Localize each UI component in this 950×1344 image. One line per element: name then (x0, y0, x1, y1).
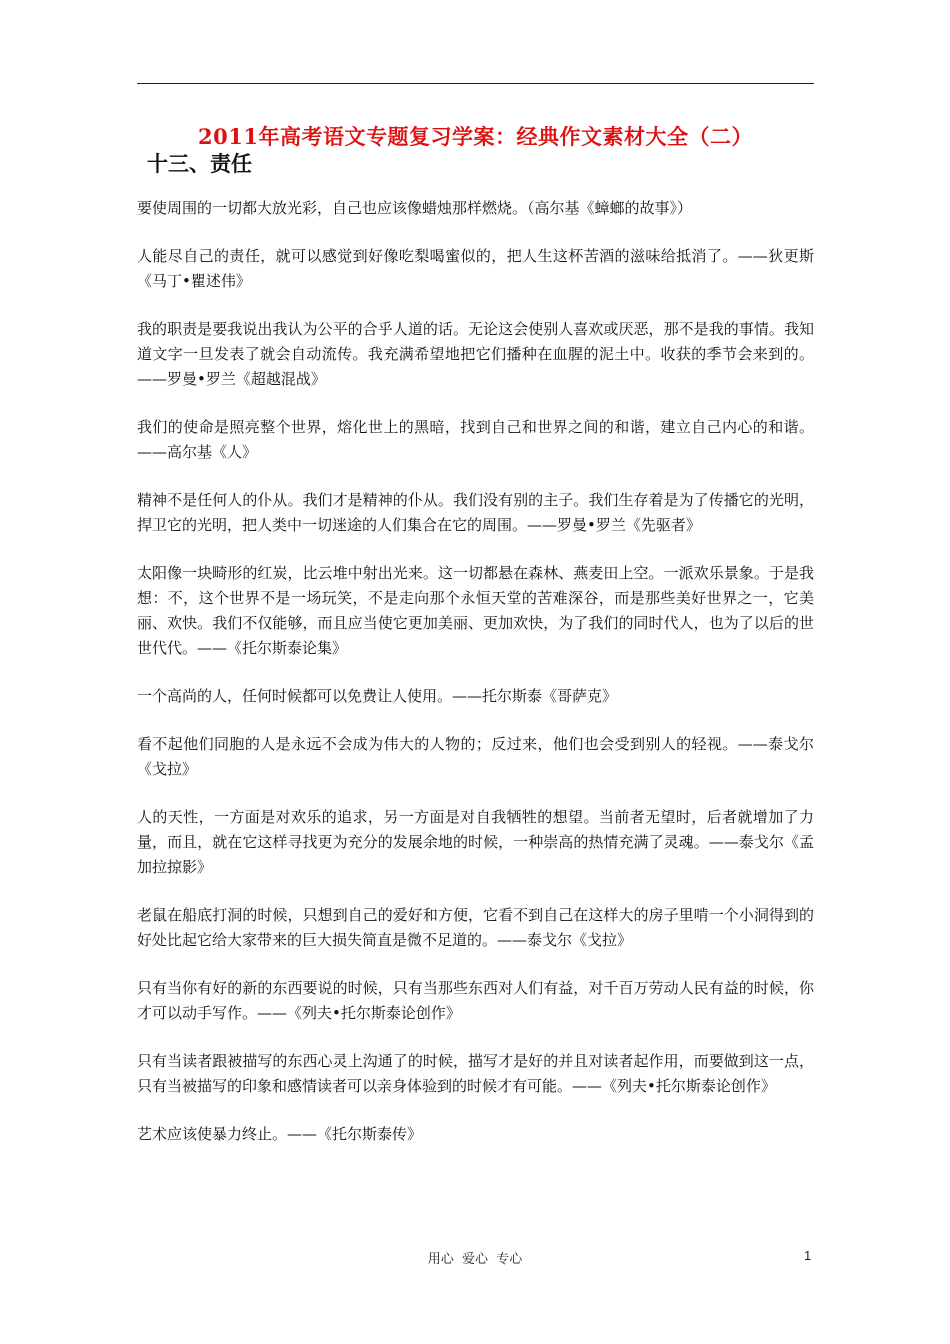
quote-paragraph-5: 精神不是任何人的仆从。我们才是精神的仆从。我们没有别的主子。我们生存着是为了传播它的光明，捍卫它的光明，把人类中一切迷途的人们集合在它的周围。——罗曼•罗兰《先驱者》 (137, 491, 814, 534)
quote-paragraph-3: 我的职责是要我说出我认为公平的合乎人道的话。无论这会使别人喜欢或厌恶，那不是我的事情。我知道文字一旦发表了就会自动流传。我充满希望地把它们播种在血腥的泥土中。收获的季节会来到的。——罗曼•罗兰《超越混战》 (137, 320, 814, 388)
footer-motto: 用心 爱心 专心 (427, 1252, 523, 1267)
quote-paragraph-10: 老鼠在船底打洞的时候，只想到自己的爱好和方便，它看不到自己在这样大的房子里啃一个小洞得到的好处比起它给大家带来的巨大损失简直是微不足道的。——泰戈尔《戈拉》 (137, 906, 814, 949)
quote-paragraph-13: 艺术应该使暴力终止。——《托尔斯泰传》 (137, 1125, 423, 1143)
quote-paragraph-4: 我们的使命是照亮整个世界，熔化世上的黑暗，找到自己和世界之间的和谐，建立自己内心的和谐。——高尔基《人》 (137, 418, 814, 461)
quote-paragraph-6: 太阳像一块畸形的红炭，比云堆中射出光来。这一切都悬在森林、燕麦田上空。一派欢乐景象。于是我想：不，这个世界不是一场玩笑，不是走向那个永恒天堂的苦难深谷，而是那些美好世界之一，它美丽、欢快。我们不仅能够，而且应当使它更加美丽、更加欢快，为了我们的同时代人，也为了以后的世世代代。——《托尔斯泰论集》 (137, 564, 814, 657)
quote-paragraph-11: 只有当你有好的新的东西要说的时候，只有当那些东西对人们有益，对千百万劳动人民有益的时候，你才可以动手写作。——《列夫•托尔斯泰论创作》 (137, 979, 814, 1022)
document-body (137, 196, 814, 1170)
quote-paragraph-12: 只有当读者跟被描写的东西心灵上沟通了的时候，描写才是好的并且对读者起作用，而要做到这一点，只有当被描写的印象和感情读者可以亲身体验到的时候才有可能。——《列夫•托尔斯泰论创作》 (137, 1052, 814, 1095)
quote-paragraph-9: 人的天性，一方面是对欢乐的追求，另一方面是对自我牺牲的想望。当前者无望时，后者就增加了力量，而且，就在它这样寻找更为充分的发展余地的时候，一种崇高的热情充满了灵魂。——泰戈尔《孟加拉掠影》 (137, 808, 814, 876)
quote-paragraph-2: 人能尽自己的责任，就可以感觉到好像吃梨喝蜜似的，把人生这杯苦酒的滋味给抵消了。——狄更斯《马丁•瞿述伟》 (137, 247, 814, 290)
quote-paragraph-8: 看不起他们同胞的人是永远不会成为伟大的人物的；反过来，他们也会受到别人的轻视。——泰戈尔《戈拉》 (137, 735, 814, 778)
section-heading: 十三、责任 (147, 152, 252, 176)
document-title: 2011年高考语文专题复习学案：经典作文素材大全（二） (198, 124, 753, 149)
header-rule (137, 83, 814, 84)
page-number: 1 (804, 1248, 812, 1263)
quote-paragraph-1: 要使周围的一切都大放光彩，自己也应该像蜡烛那样燃烧。（高尔基《蟑螂的故事》） (137, 199, 693, 217)
quote-paragraph-7: 一个高尚的人，任何时候都可以免费让人使用。——托尔斯泰《哥萨克》 (137, 687, 618, 705)
